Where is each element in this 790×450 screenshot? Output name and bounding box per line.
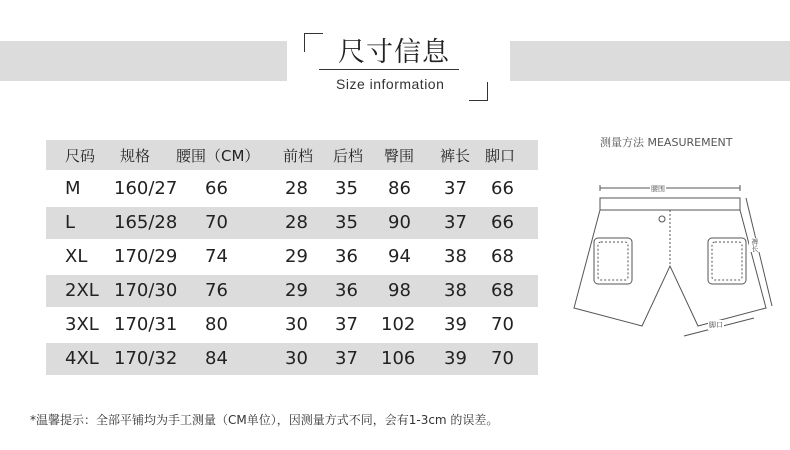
- cell-waist: 76: [205, 280, 228, 301]
- cell-hem: 66: [491, 212, 514, 233]
- section-title: 尺寸信息: [338, 37, 450, 68]
- cell-waist: 84: [205, 348, 228, 369]
- pocket-left-stitch: [598, 242, 628, 280]
- table-row: [46, 173, 538, 205]
- cell-back-rise: 36: [335, 246, 358, 267]
- measurement-note: *温馨提示：全部平铺均为手工测量（CM单位），因测量方式不同，会有1-3cm 的误差。: [30, 413, 499, 427]
- cell-length: 37: [444, 212, 467, 233]
- cell-waist: 80: [205, 314, 228, 335]
- length-label: 裤长: [751, 238, 759, 252]
- cell-length: 38: [444, 280, 467, 301]
- table-row: [46, 343, 538, 375]
- header-band-left: [0, 41, 287, 81]
- length-dimension-line: [746, 198, 772, 306]
- cell-hip: 106: [381, 348, 416, 369]
- cell-spec: 170/30: [114, 280, 178, 301]
- waistband-outline: [600, 198, 740, 210]
- cell-spec: 165/28: [114, 212, 178, 233]
- cell-hip: 102: [381, 314, 416, 335]
- title-corner-bottom-right: [469, 82, 488, 101]
- hem-label: 脚口: [709, 321, 723, 329]
- header-size: 尺码: [65, 147, 96, 165]
- cell-waist: 70: [205, 212, 228, 233]
- cell-front-rise: 28: [285, 178, 308, 199]
- table-row: [46, 275, 538, 307]
- cell-spec: 170/31: [114, 314, 178, 335]
- cell-hem: 70: [491, 348, 514, 369]
- cell-size: M: [65, 178, 81, 199]
- cell-spec: 160/27: [114, 178, 178, 199]
- cell-waist: 66: [205, 178, 228, 199]
- cell-hem: 66: [491, 178, 514, 199]
- cell-size: XL: [65, 246, 88, 267]
- cell-spec: 170/32: [114, 348, 178, 369]
- cell-hip: 98: [388, 280, 411, 301]
- title-underline: [319, 69, 459, 70]
- waist-label: 腰围: [651, 185, 665, 193]
- header-front-rise: 前档: [283, 147, 314, 165]
- cell-back-rise: 37: [335, 348, 358, 369]
- header-length: 裤长: [440, 147, 471, 165]
- cell-waist: 74: [205, 246, 228, 267]
- cell-front-rise: 29: [285, 280, 308, 301]
- section-subtitle: Size information: [336, 76, 445, 92]
- cell-hip: 94: [388, 246, 411, 267]
- cell-back-rise: 35: [335, 212, 358, 233]
- cell-size: L: [65, 212, 76, 233]
- cell-front-rise: 30: [285, 314, 308, 335]
- button-icon: [659, 216, 665, 222]
- header-back-rise: 后档: [333, 147, 364, 165]
- cell-back-rise: 36: [335, 280, 358, 301]
- cell-hem: 68: [491, 246, 514, 267]
- header-hip: 臀围: [384, 147, 415, 165]
- table-row: [46, 207, 538, 239]
- shorts-diagram: [562, 168, 782, 348]
- cell-length: 37: [444, 178, 467, 199]
- cell-hip: 90: [388, 212, 411, 233]
- cell-front-rise: 29: [285, 246, 308, 267]
- table-row: [46, 309, 538, 341]
- pocket-right: [708, 238, 746, 284]
- cell-length: 39: [444, 348, 467, 369]
- cell-size: 3XL: [65, 314, 99, 335]
- header-band-right: [510, 41, 790, 81]
- cell-size: 2XL: [65, 280, 99, 301]
- cell-size: 4XL: [65, 348, 99, 369]
- cell-front-rise: 28: [285, 212, 308, 233]
- cell-hem: 68: [491, 280, 514, 301]
- header-spec: 规格: [120, 147, 151, 165]
- cell-length: 38: [444, 246, 467, 267]
- header-waist: 腰围（CM）: [176, 147, 260, 165]
- cell-back-rise: 37: [335, 314, 358, 335]
- cell-length: 39: [444, 314, 467, 335]
- table-row: [46, 241, 538, 273]
- cell-hip: 86: [388, 178, 411, 199]
- pocket-left: [594, 238, 632, 284]
- cell-hem: 70: [491, 314, 514, 335]
- cell-back-rise: 35: [335, 178, 358, 199]
- cell-front-rise: 30: [285, 348, 308, 369]
- size-table: [46, 140, 538, 377]
- title-corner-top-left: [304, 33, 323, 52]
- measurement-title: 测量方法 MEASUREMENT: [600, 136, 733, 149]
- table-header-row: [46, 140, 538, 170]
- header-hem: 脚口: [485, 147, 516, 165]
- pocket-right-stitch: [712, 242, 742, 280]
- cell-spec: 170/29: [114, 246, 178, 267]
